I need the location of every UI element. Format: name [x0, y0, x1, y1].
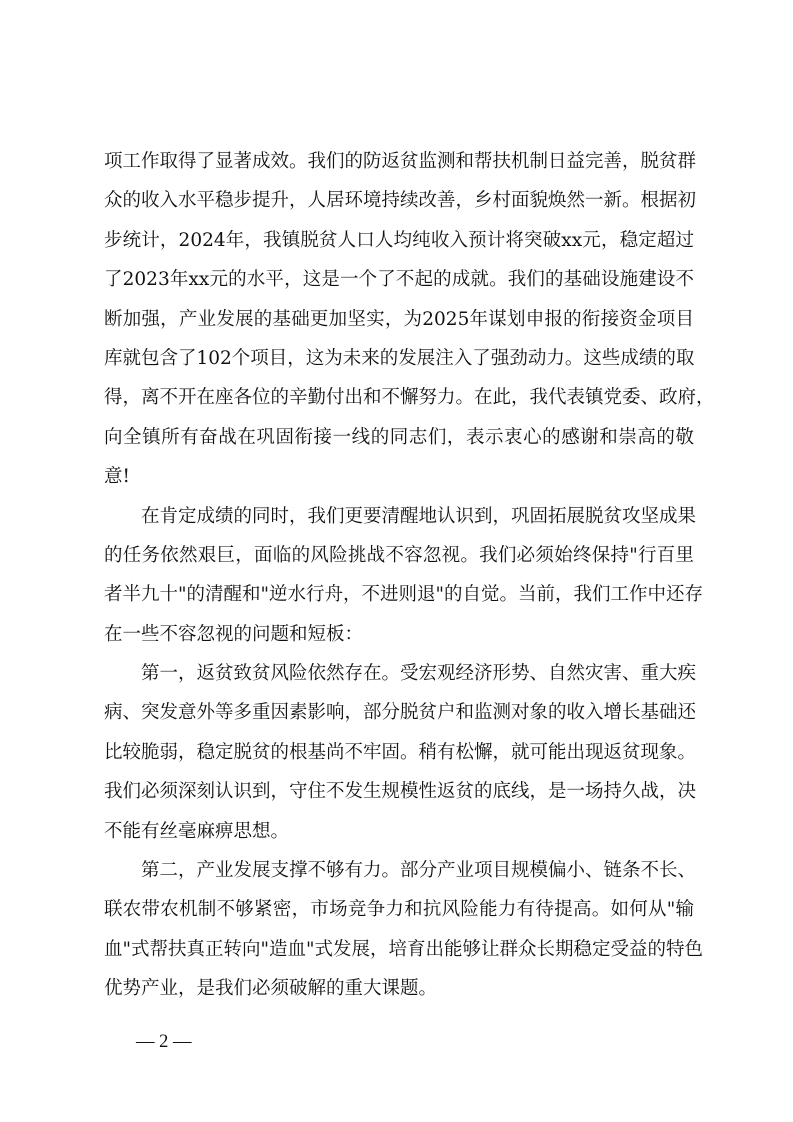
- text-line: 意!: [104, 466, 130, 488]
- text-line: 不能有丝毫麻痹思想。: [104, 820, 290, 842]
- paragraph-achievements: [104, 142, 715, 497]
- text-line: 项工作取得了显著成效。我们的防返贫监测和帮扶机制日益完善，脱贫群: [104, 151, 697, 172]
- text-line: 在肯定成绩的同时，我们更要清醒地认识到，巩固拓展脱贫攻坚成果: [141, 505, 697, 527]
- text-line: 血"式帮扶真正转向"造血"式发展，培育出能够让群众长期稳定受益的特色: [104, 938, 704, 960]
- body-text: [104, 142, 715, 1009]
- paragraph-first-issue: [104, 654, 697, 851]
- text-line: 联农带农机制不够紧密，市场竞争力和抗风险能力有待提高。如何从"输: [104, 899, 694, 921]
- text-line: 断加强，产业发展的基础更加坚实，为2025年谋划申报的衔接资金项目: [104, 308, 694, 330]
- paragraph-challenges-intro: [104, 497, 704, 655]
- text-line: 者半九十"的清醒和"逆水行舟，不进则退"的自觉。当前，我们工作中还存: [104, 584, 704, 606]
- text-line: 库就包含了102个项目，这为未来的发展注入了强劲动力。这些成绩的取: [104, 347, 695, 369]
- text-line: 向全镇所有奋战在巩固衔接一线的同志们，表示衷心的感谢和崇高的敬: [104, 426, 694, 448]
- text-line: 了2023年xx元的水平，这是一个了不起的成就。我们的基础设施建设不: [104, 269, 694, 291]
- text-line: 第一，返贫致贫风险依然存在。受宏观经济形势、自然灾害、重大疾: [141, 663, 697, 685]
- text-line: 众的收入水平稳步提升，人居环境持续改善，乡村面貌焕然一新。根据初: [104, 190, 697, 212]
- text-line: 步统计，2024年，我镇脱贫人口人均纯收入预计将突破xx元，稳定超过: [104, 229, 694, 251]
- paragraph-second-issue: [104, 851, 704, 1009]
- page-number: — 2 —: [136, 1032, 192, 1052]
- text-line: 的任务依然艰巨，面临的风险挑战不容忽视。我们必须始终保持"行百里: [104, 544, 694, 566]
- text-line: 病、突发意外等多重因素影响，部分脱贫户和监测对象的收入增长基础还: [104, 702, 697, 724]
- text-line: 在一些不容忽视的问题和短板：: [104, 623, 364, 645]
- text-line: 比较脆弱，稳定脱贫的根基尚不牢固。稍有松懈，就可能出现返贫现象。: [104, 741, 697, 763]
- text-line: 得，离不开在座各位的辛勤付出和不懈努力。在此，我代表镇党委、政府，: [104, 387, 715, 409]
- text-line: 优势产业，是我们必须破解的重大课题。: [104, 978, 438, 1000]
- text-line: 第二，产业发展支撑不够有力。部分产业项目规模偏小、链条不长、: [141, 860, 697, 882]
- text-line: 我们必须深刻认识到，守住不发生规模性返贫的底线，是一场持久战，决: [104, 781, 697, 803]
